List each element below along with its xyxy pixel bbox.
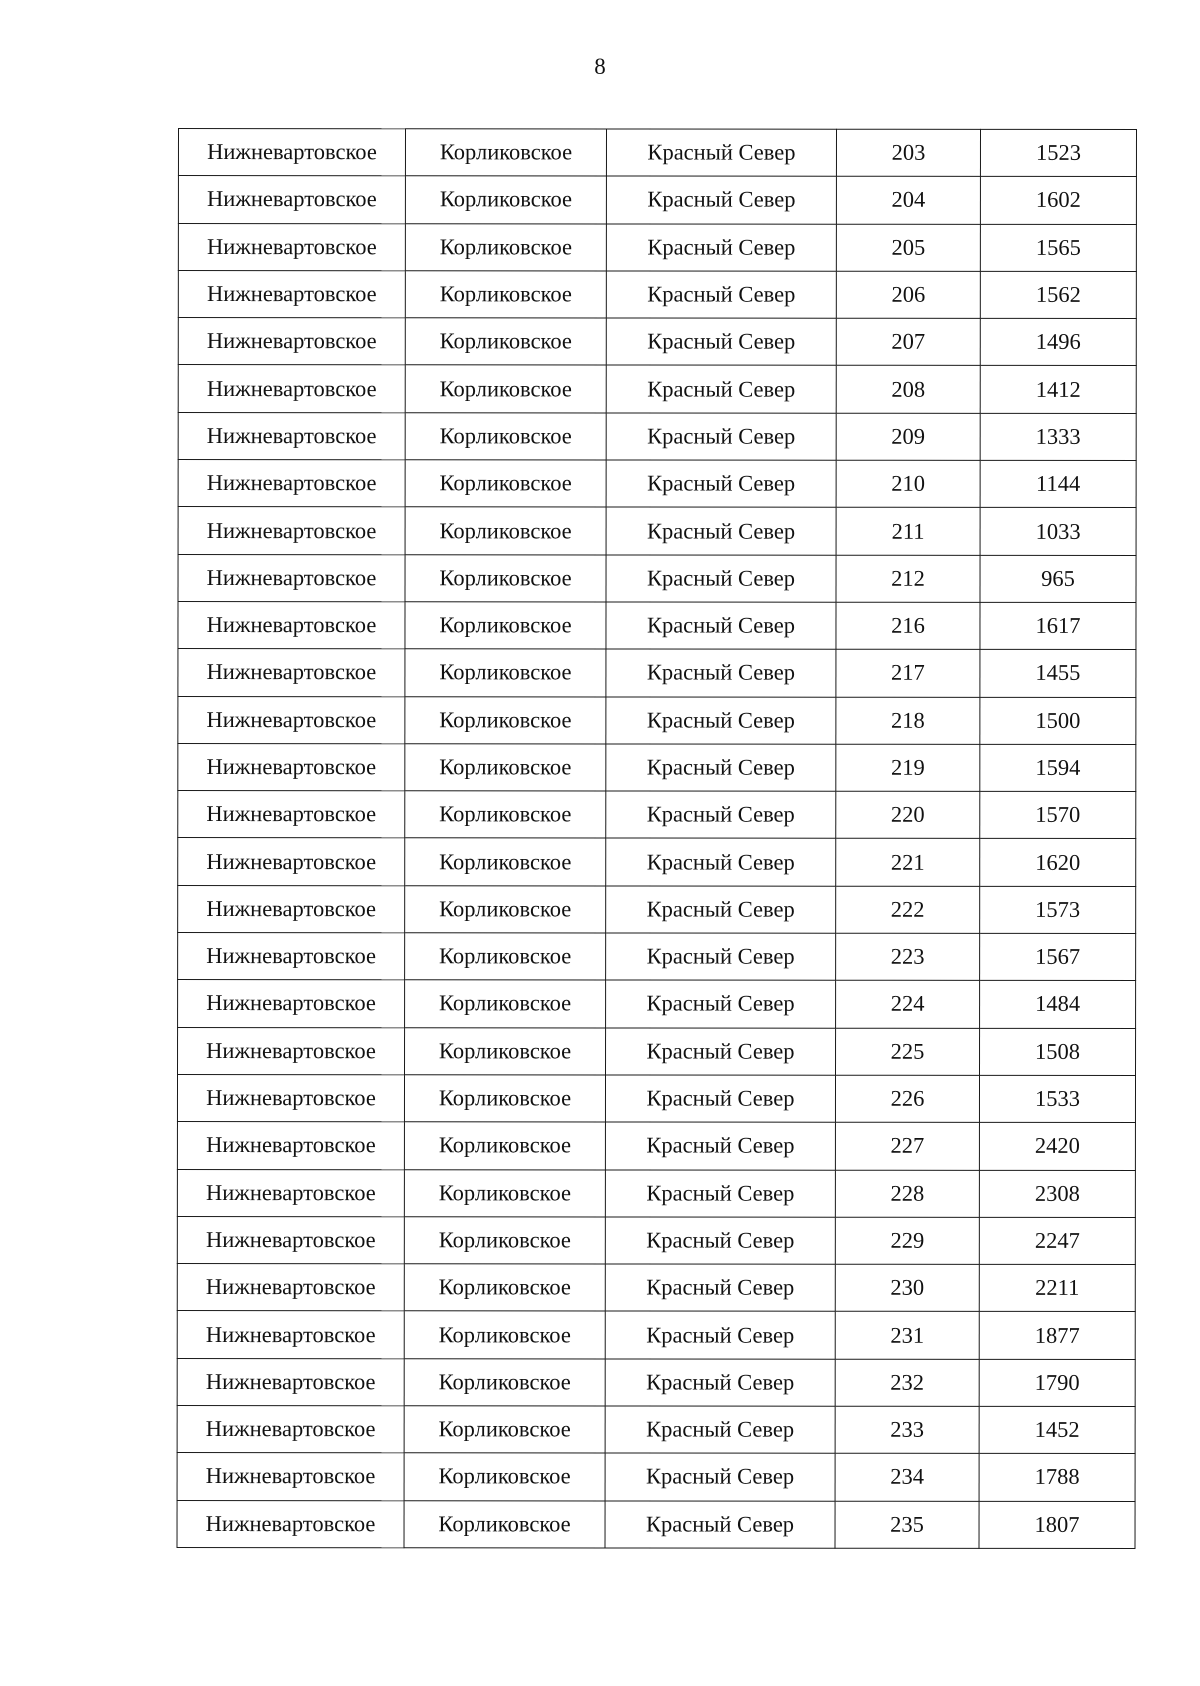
table-row: [178, 176, 1136, 224]
quarter-cell: 224: [836, 981, 980, 1028]
tract-cell: Красный Север: [605, 1359, 835, 1407]
district-forestry-cell: Корликовское: [405, 554, 606, 602]
district-forestry-cell: Корликовское: [405, 838, 606, 886]
tract-cell: Красный Север: [606, 271, 836, 319]
area-cell: 1452: [979, 1406, 1135, 1453]
area-cell: 2420: [979, 1123, 1135, 1170]
table-row: [178, 743, 1136, 791]
area-cell: 1620: [980, 839, 1136, 886]
area-cell: 1617: [980, 602, 1136, 649]
forestry-cell: Нижневартовское: [177, 1500, 404, 1548]
tract-cell: Красный Север: [605, 1264, 835, 1312]
quarter-cell: 222: [836, 886, 980, 933]
table-row: [178, 129, 1136, 177]
area-cell: 1484: [980, 981, 1136, 1028]
forestry-cell: Нижневартовское: [178, 838, 405, 886]
tract-cell: Красный Север: [606, 933, 836, 981]
quarter-cell: 206: [836, 271, 980, 318]
area-cell: 1602: [980, 177, 1136, 224]
quarter-cell: 220: [836, 791, 980, 838]
quarter-cell: 223: [836, 933, 980, 980]
quarter-cell: 226: [835, 1075, 979, 1122]
quarter-cell: 204: [836, 176, 980, 223]
district-forestry-cell: Корликовское: [405, 791, 606, 839]
tract-cell: Красный Север: [606, 980, 836, 1028]
forestry-cell: Нижневартовское: [178, 365, 405, 413]
forestry-cell: Нижневартовское: [177, 1122, 404, 1170]
table-row: [178, 507, 1136, 555]
forestry-cell: Нижневартовское: [178, 318, 405, 366]
area-cell: 1570: [980, 791, 1136, 838]
table-row: [178, 318, 1136, 366]
forestry-cell: Нижневартовское: [178, 933, 405, 981]
tract-cell: Красный Север: [606, 460, 836, 508]
table-row: [178, 270, 1136, 318]
quarter-cell: 235: [835, 1501, 979, 1548]
area-cell: 1790: [979, 1359, 1135, 1406]
district-forestry-cell: Корликовское: [405, 885, 606, 933]
quarter-cell: 221: [836, 839, 980, 886]
forestry-cell: Нижневартовское: [178, 980, 405, 1028]
quarter-cell: 217: [836, 649, 980, 696]
area-cell: 1500: [980, 697, 1136, 744]
quarter-cell: 203: [836, 129, 980, 176]
table-row: [178, 1027, 1136, 1075]
table-row: [177, 1453, 1135, 1501]
table-row: [178, 933, 1136, 981]
forestry-cell: Нижневартовское: [178, 1027, 405, 1075]
tract-cell: Красный Север: [606, 602, 836, 650]
forestry-cell: Нижневартовское: [178, 412, 405, 460]
quarter-cell: 208: [836, 366, 980, 413]
area-cell: 1033: [980, 508, 1136, 555]
table-row: [178, 838, 1136, 886]
table-row: [177, 1406, 1135, 1454]
forestry-cell: Нижневартовское: [177, 1311, 404, 1359]
tract-cell: Красный Север: [606, 176, 836, 224]
table-container: [177, 128, 1136, 1549]
area-cell: 965: [980, 555, 1136, 602]
area-cell: 2308: [979, 1170, 1135, 1217]
tract-cell: Красный Север: [605, 1406, 835, 1454]
forestry-cell: Нижневартовское: [178, 696, 405, 744]
page-number: 8: [594, 54, 606, 79]
table-row: [178, 696, 1136, 744]
tract-cell: Красный Север: [606, 744, 836, 792]
tract-cell: Красный Север: [606, 318, 836, 366]
quarter-cell: 218: [836, 697, 980, 744]
area-cell: 2211: [979, 1264, 1135, 1311]
table-row: [178, 649, 1136, 697]
district-forestry-cell: Корликовское: [405, 696, 606, 744]
district-forestry-cell: Корликовское: [405, 460, 606, 508]
quarter-cell: 212: [836, 555, 980, 602]
table-row: [178, 554, 1136, 602]
district-forestry-cell: Корликовское: [405, 1027, 606, 1075]
area-cell: 1533: [979, 1075, 1135, 1122]
tract-cell: Красный Север: [605, 1169, 835, 1217]
quarter-cell: 228: [835, 1170, 979, 1217]
area-cell: 1565: [980, 224, 1136, 271]
table-row: [178, 223, 1136, 271]
quarter-cell: 211: [836, 508, 980, 555]
tract-cell: Красный Север: [606, 224, 836, 272]
tract-cell: Красный Север: [605, 1217, 835, 1265]
quarter-cell: 233: [835, 1406, 979, 1453]
district-forestry-cell: Корликовское: [404, 1311, 605, 1359]
quarter-cell: 216: [836, 602, 980, 649]
district-forestry-cell: Корликовское: [405, 223, 606, 271]
district-forestry-cell: Корликовское: [405, 602, 606, 650]
table-row: [177, 1500, 1135, 1548]
district-forestry-cell: Корликовское: [404, 1075, 605, 1123]
tract-cell: Красный Север: [606, 697, 836, 745]
district-forestry-cell: Корликовское: [405, 980, 606, 1028]
tract-cell: Красный Север: [606, 413, 836, 461]
tract-cell: Красный Север: [606, 838, 836, 886]
district-forestry-cell: Корликовское: [404, 1453, 605, 1501]
table-row: [178, 791, 1136, 839]
area-cell: 2247: [979, 1217, 1135, 1264]
forestry-cell: Нижневартовское: [177, 1216, 404, 1264]
tract-cell: Красный Север: [605, 1075, 835, 1123]
district-forestry-cell: Корликовское: [404, 1169, 605, 1217]
area-cell: 1496: [980, 319, 1136, 366]
quarter-cell: 210: [836, 460, 980, 507]
quarter-cell: 205: [836, 224, 980, 271]
district-forestry-cell: Корликовское: [405, 176, 606, 224]
area-cell: 1807: [979, 1501, 1135, 1548]
table-row: [177, 1358, 1135, 1406]
district-forestry-cell: Корликовское: [405, 507, 606, 555]
quarter-cell: 232: [835, 1359, 979, 1406]
area-cell: 1144: [980, 460, 1136, 507]
area-cell: 1567: [980, 933, 1136, 980]
tract-cell: Красный Север: [606, 886, 836, 934]
table-row: [177, 1169, 1135, 1217]
district-forestry-cell: Корликовское: [405, 744, 606, 792]
tract-cell: Красный Север: [605, 1122, 835, 1170]
district-forestry-cell: Корликовское: [404, 1264, 605, 1312]
forestry-cell: Нижневартовское: [178, 176, 405, 224]
table-row: [177, 1264, 1135, 1312]
table-row: [178, 365, 1136, 413]
forestry-cell: Нижневартовское: [178, 791, 405, 839]
quarter-cell: 234: [835, 1454, 979, 1501]
quarter-cell: 209: [836, 413, 980, 460]
area-cell: 1594: [980, 744, 1136, 791]
tract-cell: Красный Север: [606, 365, 836, 413]
table-row: [177, 1074, 1135, 1122]
tract-cell: Красный Север: [606, 555, 836, 603]
tract-cell: Красный Север: [606, 649, 836, 697]
area-cell: 1412: [980, 366, 1136, 413]
table-row: [178, 601, 1136, 649]
forestry-cell: Нижневартовское: [178, 885, 405, 933]
district-forestry-cell: Корликовское: [404, 1217, 605, 1265]
district-forestry-cell: Корликовское: [405, 129, 606, 177]
district-forestry-cell: Корликовское: [405, 413, 606, 461]
district-forestry-cell: Корликовское: [405, 365, 606, 413]
area-cell: 1333: [980, 413, 1136, 460]
forestry-cell: Нижневартовское: [177, 1264, 404, 1312]
table-row: [177, 1122, 1135, 1170]
area-cell: 1877: [979, 1312, 1135, 1359]
district-forestry-cell: Корликовское: [404, 1500, 605, 1548]
table-row: [177, 1311, 1135, 1359]
quarter-cell: 229: [835, 1217, 979, 1264]
area-cell: 1455: [980, 650, 1136, 697]
forestry-cell: Нижневартовское: [177, 1453, 404, 1501]
district-forestry-cell: Корликовское: [404, 1406, 605, 1454]
forestry-cell: Нижневартовское: [178, 743, 405, 791]
tract-cell: Красный Север: [606, 507, 836, 555]
forestry-cell: Нижневартовское: [177, 1169, 404, 1217]
forestry-cell: Нижневартовское: [178, 129, 405, 177]
forestry-cell: Нижневартовское: [178, 507, 405, 555]
quarter-cell: 231: [835, 1312, 979, 1359]
area-cell: 1508: [980, 1028, 1136, 1075]
forestry-cell: Нижневартовское: [178, 223, 405, 271]
forestry-cell: Нижневартовское: [178, 460, 405, 508]
area-cell: 1523: [980, 129, 1136, 176]
table-row: [178, 412, 1136, 460]
quarter-cell: 225: [836, 1028, 980, 1075]
forestry-cell: Нижневартовское: [178, 649, 405, 697]
forestry-cell: Нижневартовское: [177, 1358, 404, 1406]
forestry-cell: Нижневартовское: [177, 1074, 404, 1122]
quarter-cell: 227: [835, 1122, 979, 1169]
forestry-cell: Нижневартовское: [178, 270, 405, 318]
forestry-cell: Нижневартовское: [177, 1406, 404, 1454]
district-forestry-cell: Корликовское: [405, 271, 606, 319]
tract-cell: Красный Север: [606, 791, 836, 839]
table-row: [178, 460, 1136, 508]
quarter-cell: 207: [836, 318, 980, 365]
data-table: [177, 128, 1137, 1549]
district-forestry-cell: Корликовское: [405, 933, 606, 981]
area-cell: 1562: [980, 271, 1136, 318]
table-row: [178, 885, 1136, 933]
area-cell: 1573: [980, 886, 1136, 933]
tract-cell: Красный Север: [606, 129, 836, 177]
forestry-cell: Нижневартовское: [178, 554, 405, 602]
district-forestry-cell: Корликовское: [405, 649, 606, 697]
district-forestry-cell: Корликовское: [404, 1122, 605, 1170]
tract-cell: Красный Север: [605, 1311, 835, 1359]
quarter-cell: 219: [836, 744, 980, 791]
table-row: [178, 980, 1136, 1028]
tract-cell: Красный Север: [606, 1028, 836, 1076]
district-forestry-cell: Корликовское: [404, 1358, 605, 1406]
table-body: [177, 129, 1136, 1549]
tract-cell: Красный Север: [605, 1453, 835, 1501]
forestry-cell: Нижневартовское: [178, 601, 405, 649]
table-row: [177, 1216, 1135, 1264]
district-forestry-cell: Корликовское: [405, 318, 606, 366]
tract-cell: Красный Север: [605, 1501, 835, 1549]
area-cell: 1788: [979, 1454, 1135, 1501]
quarter-cell: 230: [835, 1264, 979, 1311]
